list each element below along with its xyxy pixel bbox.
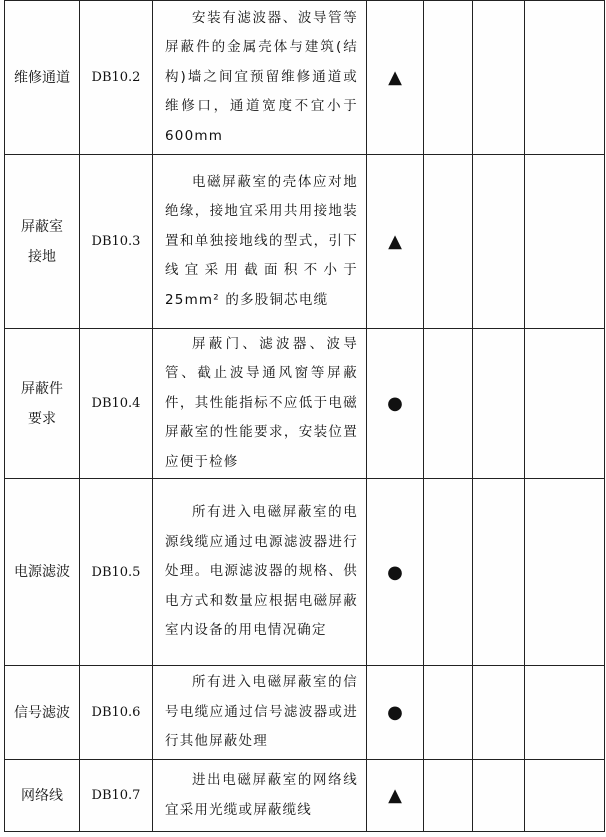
empty-cell — [525, 1, 605, 155]
item-description — [153, 666, 367, 760]
description-text: 所有进入电磁屏蔽室的电源线缆应通过电源滤波器进行处理。电源滤波器的规格、供电方式和数量应根据电磁屏蔽室内设备的用电情况确定 — [165, 504, 358, 639]
requirements-table — [4, 0, 605, 832]
item-description — [153, 1, 367, 155]
empty-cell — [424, 479, 473, 666]
description-text: 安装有滤波器、波导管等屏蔽件的金属壳体与建筑(结构)墙之间宜预留维修通道或维修口，通道宽度不宜小于 600mm — [165, 9, 358, 144]
item-code: DB10.6 — [80, 666, 153, 760]
table-row — [5, 760, 605, 832]
empty-cell — [473, 666, 525, 760]
empty-cell — [473, 1, 525, 155]
triangle-icon: ▲ — [367, 155, 424, 329]
empty-cell — [473, 479, 525, 666]
empty-cell — [424, 1, 473, 155]
triangle-icon: ▲ — [367, 1, 424, 155]
item-code: DB10.5 — [80, 479, 153, 666]
item-name — [5, 155, 80, 329]
item-description — [153, 155, 367, 329]
item-name: 电源滤波 — [5, 479, 80, 666]
item-name: 信号滤波 — [5, 666, 80, 760]
dot-icon: ● — [367, 329, 424, 479]
empty-cell — [525, 760, 605, 832]
item-description — [153, 760, 367, 832]
item-name: 维修通道 — [5, 1, 80, 155]
empty-cell — [525, 329, 605, 479]
item-description — [153, 479, 367, 666]
item-description — [153, 329, 367, 479]
empty-cell — [473, 155, 525, 329]
item-name-text: 屏蔽件要求 — [21, 380, 63, 427]
table-row — [5, 479, 605, 666]
item-name — [5, 329, 80, 479]
item-code: DB10.4 — [80, 329, 153, 479]
item-code: DB10.3 — [80, 155, 153, 329]
table-row — [5, 155, 605, 329]
description-text: 进出电磁屏蔽室的网络线宜采用光缆或屏蔽缆线 — [165, 772, 358, 818]
item-code: DB10.2 — [80, 1, 153, 155]
table-row — [5, 1, 605, 155]
triangle-icon: ▲ — [367, 760, 424, 832]
empty-cell — [424, 155, 473, 329]
empty-cell — [473, 329, 525, 479]
empty-cell — [424, 329, 473, 479]
dot-icon: ● — [367, 666, 424, 760]
empty-cell — [525, 479, 605, 666]
description-text: 所有进入电磁屏蔽室的信号电缆应通过信号滤波器或进行其他屏蔽处理 — [165, 674, 358, 750]
table-row — [5, 329, 605, 479]
item-name: 网络线 — [5, 760, 80, 832]
dot-icon: ● — [367, 479, 424, 666]
empty-cell — [424, 666, 473, 760]
description-text: 电磁屏蔽室的壳体应对地绝缘，接地宜采用共用接地装置和单独接地线的型式，引下线宜采用截面积不小于 25mm² 的多股铜芯电缆 — [165, 173, 358, 308]
empty-cell — [424, 760, 473, 832]
item-name-text: 屏蔽室接地 — [21, 218, 63, 265]
item-code: DB10.7 — [80, 760, 153, 832]
empty-cell — [525, 155, 605, 329]
empty-cell — [473, 760, 525, 832]
description-text: 屏蔽门、滤波器、波导管、截止波导通风窗等屏蔽件，其性能指标不应低于电磁屏蔽室的性能要求，安装位置应便于检修 — [165, 335, 358, 470]
table-row — [5, 666, 605, 760]
empty-cell — [525, 666, 605, 760]
